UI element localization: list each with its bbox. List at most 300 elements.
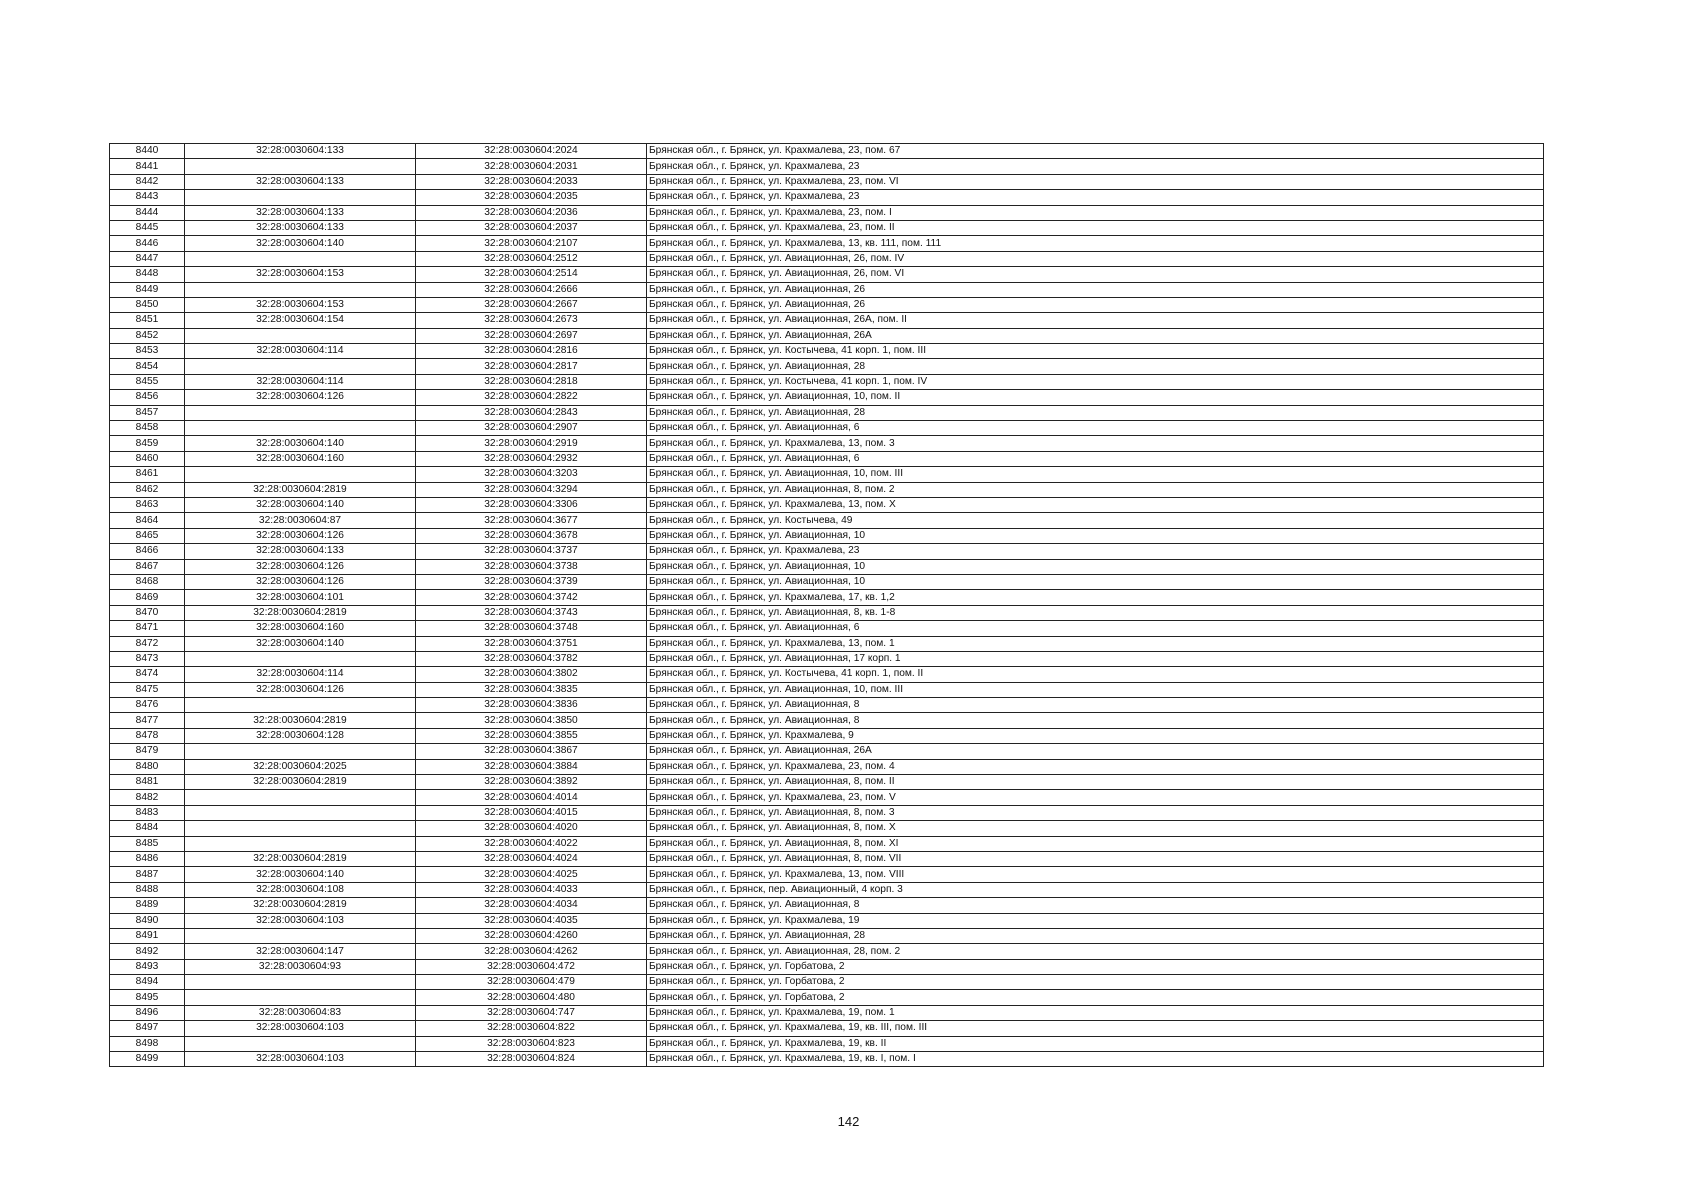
table-row <box>110 975 1544 990</box>
table-row <box>110 344 1544 359</box>
address-cell: Брянская обл., г. Брянск, ул. Авиационная, 8, пом. XI <box>647 836 1544 851</box>
address-cell: Брянская обл., г. Брянск, ул. Крахмалева, 19, кв. II <box>647 1036 1544 1051</box>
cadastral-number-cell: 32:28:0030604:2673 <box>416 313 647 328</box>
address-cell: Брянская обл., г. Брянск, ул. Костычева, 41 корп. 1, пом. III <box>647 344 1544 359</box>
parent-cadastral-number-cell <box>185 836 416 851</box>
row-number-cell: 8485 <box>110 836 185 851</box>
cadastral-number-cell: 32:28:0030604:2822 <box>416 390 647 405</box>
row-number-cell: 8472 <box>110 636 185 651</box>
cadastral-number-cell: 32:28:0030604:2512 <box>416 251 647 266</box>
address-cell: Брянская обл., г. Брянск, ул. Горбатова, 2 <box>647 975 1544 990</box>
row-number-cell: 8470 <box>110 605 185 620</box>
cadastral-number-cell: 32:28:0030604:2907 <box>416 421 647 436</box>
table-row <box>110 267 1544 282</box>
table-row <box>110 913 1544 928</box>
cadastral-number-cell: 32:28:0030604:822 <box>416 1021 647 1036</box>
parent-cadastral-number-cell: 32:28:0030604:126 <box>185 390 416 405</box>
cadastral-number-cell: 32:28:0030604:2932 <box>416 451 647 466</box>
parent-cadastral-number-cell: 32:28:0030604:154 <box>185 313 416 328</box>
address-cell: Брянская обл., г. Брянск, ул. Крахмалева, 23, пом. II <box>647 220 1544 235</box>
row-number-cell: 8454 <box>110 359 185 374</box>
parent-cadastral-number-cell <box>185 282 416 297</box>
cadastral-number-cell: 32:28:0030604:2697 <box>416 328 647 343</box>
table-row <box>110 159 1544 174</box>
cadastral-number-cell: 32:28:0030604:4034 <box>416 898 647 913</box>
parent-cadastral-number-cell: 32:28:0030604:140 <box>185 867 416 882</box>
row-number-cell: 8448 <box>110 267 185 282</box>
cadastral-number-cell: 32:28:0030604:2514 <box>416 267 647 282</box>
cadastral-number-cell: 32:28:0030604:479 <box>416 975 647 990</box>
row-number-cell: 8483 <box>110 805 185 820</box>
row-number-cell: 8499 <box>110 1052 185 1067</box>
address-cell: Брянская обл., г. Брянск, ул. Крахмалева, 19, пом. 1 <box>647 1005 1544 1020</box>
address-cell: Брянская обл., г. Брянск, ул. Авиационная, 26А <box>647 744 1544 759</box>
table-row <box>110 174 1544 189</box>
row-number-cell: 8461 <box>110 467 185 482</box>
cadastral-number-cell: 32:28:0030604:3867 <box>416 744 647 759</box>
row-number-cell: 8480 <box>110 759 185 774</box>
cadastral-number-cell: 32:28:0030604:3203 <box>416 467 647 482</box>
row-number-cell: 8477 <box>110 713 185 728</box>
address-cell: Брянская обл., г. Брянск, ул. Горбатова, 2 <box>647 959 1544 974</box>
parent-cadastral-number-cell: 32:28:0030604:87 <box>185 513 416 528</box>
address-cell: Брянская обл., г. Брянск, ул. Авиационная, 26, пом. VI <box>647 267 1544 282</box>
address-cell: Брянская обл., г. Брянск, ул. Авиационная, 8, пом. 2 <box>647 482 1544 497</box>
parent-cadastral-number-cell: 32:28:0030604:126 <box>185 559 416 574</box>
parent-cadastral-number-cell <box>185 790 416 805</box>
parent-cadastral-number-cell: 32:28:0030604:2819 <box>185 775 416 790</box>
parent-cadastral-number-cell: 32:28:0030604:103 <box>185 913 416 928</box>
row-number-cell: 8473 <box>110 651 185 666</box>
row-number-cell: 8455 <box>110 374 185 389</box>
cadastral-number-cell: 32:28:0030604:2037 <box>416 220 647 235</box>
address-cell: Брянская обл., г. Брянск, ул. Костычева, 49 <box>647 513 1544 528</box>
registry-table-body <box>110 144 1544 1067</box>
cadastral-number-cell: 32:28:0030604:3782 <box>416 651 647 666</box>
row-number-cell: 8497 <box>110 1021 185 1036</box>
cadastral-number-cell: 32:28:0030604:3835 <box>416 682 647 697</box>
parent-cadastral-number-cell: 32:28:0030604:140 <box>185 236 416 251</box>
address-cell: Брянская обл., г. Брянск, ул. Костычева, 41 корп. 1, пом. II <box>647 667 1544 682</box>
row-number-cell: 8479 <box>110 744 185 759</box>
cadastral-number-cell: 32:28:0030604:4035 <box>416 913 647 928</box>
address-cell: Брянская обл., г. Брянск, ул. Авиационная, 10, пом. II <box>647 390 1544 405</box>
cadastral-number-cell: 32:28:0030604:3738 <box>416 559 647 574</box>
parent-cadastral-number-cell: 32:28:0030604:160 <box>185 451 416 466</box>
table-row <box>110 451 1544 466</box>
parent-cadastral-number-cell: 32:28:0030604:114 <box>185 667 416 682</box>
address-cell: Брянская обл., г. Брянск, ул. Авиационная, 28 <box>647 405 1544 420</box>
table-row <box>110 405 1544 420</box>
row-number-cell: 8488 <box>110 882 185 897</box>
address-cell: Брянская обл., г. Брянск, ул. Авиационная, 8, пом. VII <box>647 851 1544 866</box>
address-cell: Брянская обл., г. Брянск, ул. Авиационная, 8 <box>647 698 1544 713</box>
cadastral-number-cell: 32:28:0030604:823 <box>416 1036 647 1051</box>
cadastral-number-cell: 32:28:0030604:4020 <box>416 821 647 836</box>
cadastral-number-cell: 32:28:0030604:2036 <box>416 205 647 220</box>
cadastral-number-cell: 32:28:0030604:2817 <box>416 359 647 374</box>
table-row <box>110 790 1544 805</box>
row-number-cell: 8474 <box>110 667 185 682</box>
address-cell: Брянская обл., г. Брянск, пер. Авиационный, 4 корп. 3 <box>647 882 1544 897</box>
row-number-cell: 8459 <box>110 436 185 451</box>
table-row <box>110 190 1544 205</box>
row-number-cell: 8445 <box>110 220 185 235</box>
parent-cadastral-number-cell: 32:28:0030604:2819 <box>185 851 416 866</box>
row-number-cell: 8444 <box>110 205 185 220</box>
row-number-cell: 8458 <box>110 421 185 436</box>
address-cell: Брянская обл., г. Брянск, ул. Крахмалева, 23 <box>647 544 1544 559</box>
address-cell: Брянская обл., г. Брянск, ул. Крахмалева, 23, пом. I <box>647 205 1544 220</box>
parent-cadastral-number-cell: 32:28:0030604:133 <box>185 205 416 220</box>
table-row <box>110 959 1544 974</box>
table-row <box>110 805 1544 820</box>
row-number-cell: 8468 <box>110 574 185 589</box>
table-row <box>110 898 1544 913</box>
parent-cadastral-number-cell: 32:28:0030604:2819 <box>185 898 416 913</box>
address-cell: Брянская обл., г. Брянск, ул. Авиационная, 8, пом. X <box>647 821 1544 836</box>
row-number-cell: 8446 <box>110 236 185 251</box>
parent-cadastral-number-cell: 32:28:0030604:140 <box>185 436 416 451</box>
parent-cadastral-number-cell: 32:28:0030604:126 <box>185 682 416 697</box>
address-cell: Брянская обл., г. Брянск, ул. Авиационная, 8, пом. II <box>647 775 1544 790</box>
parent-cadastral-number-cell: 32:28:0030604:103 <box>185 1052 416 1067</box>
cadastral-number-cell: 32:28:0030604:824 <box>416 1052 647 1067</box>
cadastral-number-cell: 32:28:0030604:747 <box>416 1005 647 1020</box>
row-number-cell: 8498 <box>110 1036 185 1051</box>
cadastral-number-cell: 32:28:0030604:4015 <box>416 805 647 820</box>
address-cell: Брянская обл., г. Брянск, ул. Авиационная, 26, пом. IV <box>647 251 1544 266</box>
address-cell: Брянская обл., г. Брянск, ул. Горбатова, 2 <box>647 990 1544 1005</box>
parent-cadastral-number-cell: 32:28:0030604:133 <box>185 174 416 189</box>
row-number-cell: 8467 <box>110 559 185 574</box>
row-number-cell: 8451 <box>110 313 185 328</box>
parent-cadastral-number-cell: 32:28:0030604:153 <box>185 267 416 282</box>
row-number-cell: 8496 <box>110 1005 185 1020</box>
table-row <box>110 651 1544 666</box>
parent-cadastral-number-cell <box>185 467 416 482</box>
table-row <box>110 728 1544 743</box>
address-cell: Брянская обл., г. Брянск, ул. Крахмалева, 23, пом. VI <box>647 174 1544 189</box>
address-cell: Брянская обл., г. Брянск, ул. Костычева, 41 корп. 1, пом. IV <box>647 374 1544 389</box>
cadastral-number-cell: 32:28:0030604:2667 <box>416 297 647 312</box>
page-number: 142 <box>837 1114 860 1129</box>
cadastral-number-cell: 32:28:0030604:3748 <box>416 621 647 636</box>
cadastral-number-cell: 32:28:0030604:2818 <box>416 374 647 389</box>
address-cell: Брянская обл., г. Брянск, ул. Крахмалева, 13, пом. VIII <box>647 867 1544 882</box>
table-row <box>110 390 1544 405</box>
cadastral-number-cell: 32:28:0030604:2843 <box>416 405 647 420</box>
parent-cadastral-number-cell: 32:28:0030604:93 <box>185 959 416 974</box>
row-number-cell: 8482 <box>110 790 185 805</box>
row-number-cell: 8481 <box>110 775 185 790</box>
table-row <box>110 1021 1544 1036</box>
row-number-cell: 8464 <box>110 513 185 528</box>
cadastral-number-cell: 32:28:0030604:3306 <box>416 497 647 512</box>
row-number-cell: 8476 <box>110 698 185 713</box>
address-cell: Брянская обл., г. Брянск, ул. Авиационная, 6 <box>647 451 1544 466</box>
parent-cadastral-number-cell: 32:28:0030604:114 <box>185 344 416 359</box>
table-row <box>110 359 1544 374</box>
table-row <box>110 282 1544 297</box>
address-cell: Брянская обл., г. Брянск, ул. Авиационная, 8 <box>647 713 1544 728</box>
row-number-cell: 8465 <box>110 528 185 543</box>
row-number-cell: 8494 <box>110 975 185 990</box>
row-number-cell: 8442 <box>110 174 185 189</box>
cadastral-number-cell: 32:28:0030604:480 <box>416 990 647 1005</box>
parent-cadastral-number-cell <box>185 359 416 374</box>
table-row <box>110 436 1544 451</box>
cadastral-number-cell: 32:28:0030604:4033 <box>416 882 647 897</box>
parent-cadastral-number-cell: 32:28:0030604:133 <box>185 544 416 559</box>
parent-cadastral-number-cell <box>185 251 416 266</box>
parent-cadastral-number-cell <box>185 698 416 713</box>
address-cell: Брянская обл., г. Брянск, ул. Крахмалева, 9 <box>647 728 1544 743</box>
cadastral-number-cell: 32:28:0030604:3739 <box>416 574 647 589</box>
parent-cadastral-number-cell: 32:28:0030604:128 <box>185 728 416 743</box>
cadastral-number-cell: 32:28:0030604:4022 <box>416 836 647 851</box>
cadastral-number-cell: 32:28:0030604:3836 <box>416 698 647 713</box>
table-row <box>110 682 1544 697</box>
table-row <box>110 205 1544 220</box>
parent-cadastral-number-cell: 32:28:0030604:114 <box>185 374 416 389</box>
cadastral-number-cell: 32:28:0030604:4025 <box>416 867 647 882</box>
cadastral-number-cell: 32:28:0030604:2024 <box>416 144 647 159</box>
table-row <box>110 944 1544 959</box>
parent-cadastral-number-cell: 32:28:0030604:153 <box>185 297 416 312</box>
cadastral-number-cell: 32:28:0030604:4014 <box>416 790 647 805</box>
address-cell: Брянская обл., г. Брянск, ул. Крахмалева, 13, пом. 1 <box>647 636 1544 651</box>
table-row <box>110 559 1544 574</box>
cadastral-number-cell: 32:28:0030604:4260 <box>416 928 647 943</box>
row-number-cell: 8452 <box>110 328 185 343</box>
address-cell: Брянская обл., г. Брянск, ул. Авиационная, 10 <box>647 528 1544 543</box>
address-cell: Брянская обл., г. Брянск, ул. Крахмалева, 17, кв. 1,2 <box>647 590 1544 605</box>
row-number-cell: 8466 <box>110 544 185 559</box>
parent-cadastral-number-cell: 32:28:0030604:2819 <box>185 482 416 497</box>
table-row <box>110 574 1544 589</box>
parent-cadastral-number-cell: 32:28:0030604:126 <box>185 574 416 589</box>
table-row <box>110 928 1544 943</box>
table-row <box>110 590 1544 605</box>
parent-cadastral-number-cell: 32:28:0030604:2819 <box>185 605 416 620</box>
table-row <box>110 821 1544 836</box>
row-number-cell: 8491 <box>110 928 185 943</box>
table-row <box>110 374 1544 389</box>
parent-cadastral-number-cell: 32:28:0030604:101 <box>185 590 416 605</box>
parent-cadastral-number-cell <box>185 821 416 836</box>
row-number-cell: 8469 <box>110 590 185 605</box>
parent-cadastral-number-cell <box>185 421 416 436</box>
parent-cadastral-number-cell: 32:28:0030604:160 <box>185 621 416 636</box>
row-number-cell: 8487 <box>110 867 185 882</box>
table-row <box>110 544 1544 559</box>
cadastral-number-cell: 32:28:0030604:3850 <box>416 713 647 728</box>
address-cell: Брянская обл., г. Брянск, ул. Крахмалева, 19, кв. III, пом. III <box>647 1021 1544 1036</box>
row-number-cell: 8492 <box>110 944 185 959</box>
cadastral-number-cell: 32:28:0030604:472 <box>416 959 647 974</box>
address-cell: Брянская обл., г. Брянск, ул. Авиационная, 8 <box>647 898 1544 913</box>
table-row <box>110 698 1544 713</box>
row-number-cell: 8449 <box>110 282 185 297</box>
address-cell: Брянская обл., г. Брянск, ул. Авиационная, 28 <box>647 928 1544 943</box>
table-row <box>110 497 1544 512</box>
row-number-cell: 8457 <box>110 405 185 420</box>
table-row <box>110 467 1544 482</box>
row-number-cell: 8453 <box>110 344 185 359</box>
parent-cadastral-number-cell: 32:28:0030604:103 <box>185 1021 416 1036</box>
address-cell: Брянская обл., г. Брянск, ул. Крахмалева, 23, пом. 4 <box>647 759 1544 774</box>
table-row <box>110 328 1544 343</box>
row-number-cell: 8475 <box>110 682 185 697</box>
address-cell: Брянская обл., г. Брянск, ул. Крахмалева, 13, пом. X <box>647 497 1544 512</box>
address-cell: Брянская обл., г. Брянск, ул. Крахмалева, 23, пом. 67 <box>647 144 1544 159</box>
table-row <box>110 482 1544 497</box>
cadastral-number-cell: 32:28:0030604:2033 <box>416 174 647 189</box>
cadastral-number-cell: 32:28:0030604:4024 <box>416 851 647 866</box>
cadastral-number-cell: 32:28:0030604:2816 <box>416 344 647 359</box>
parent-cadastral-number-cell <box>185 990 416 1005</box>
row-number-cell: 8486 <box>110 851 185 866</box>
parent-cadastral-number-cell: 32:28:0030604:133 <box>185 220 416 235</box>
cadastral-number-cell: 32:28:0030604:2035 <box>416 190 647 205</box>
table-row <box>110 867 1544 882</box>
address-cell: Брянская обл., г. Брянск, ул. Авиационная, 6 <box>647 621 1544 636</box>
table-row <box>110 713 1544 728</box>
parent-cadastral-number-cell: 32:28:0030604:2819 <box>185 713 416 728</box>
address-cell: Брянская обл., г. Брянск, ул. Крахмалева, 23 <box>647 159 1544 174</box>
row-number-cell: 8441 <box>110 159 185 174</box>
parent-cadastral-number-cell: 32:28:0030604:140 <box>185 497 416 512</box>
row-number-cell: 8484 <box>110 821 185 836</box>
address-cell: Брянская обл., г. Брянск, ул. Крахмалева, 19 <box>647 913 1544 928</box>
table-row <box>110 667 1544 682</box>
registry-table <box>109 143 1544 1067</box>
parent-cadastral-number-cell: 32:28:0030604:147 <box>185 944 416 959</box>
row-number-cell: 8450 <box>110 297 185 312</box>
table-row <box>110 220 1544 235</box>
address-cell: Брянская обл., г. Брянск, ул. Авиационная, 28 <box>647 359 1544 374</box>
address-cell: Брянская обл., г. Брянск, ул. Крахмалева, 13, кв. 111, пом. 111 <box>647 236 1544 251</box>
table-row <box>110 621 1544 636</box>
address-cell: Брянская обл., г. Брянск, ул. Авиационная, 28, пом. 2 <box>647 944 1544 959</box>
cadastral-number-cell: 32:28:0030604:3677 <box>416 513 647 528</box>
table-row <box>110 759 1544 774</box>
parent-cadastral-number-cell: 32:28:0030604:140 <box>185 636 416 651</box>
table-row <box>110 605 1544 620</box>
table-row <box>110 836 1544 851</box>
parent-cadastral-number-cell: 32:28:0030604:126 <box>185 528 416 543</box>
table-row <box>110 851 1544 866</box>
table-row <box>110 744 1544 759</box>
cadastral-number-cell: 32:28:0030604:3742 <box>416 590 647 605</box>
row-number-cell: 8463 <box>110 497 185 512</box>
parent-cadastral-number-cell <box>185 928 416 943</box>
address-cell: Брянская обл., г. Брянск, ул. Крахмалева, 13, пом. 3 <box>647 436 1544 451</box>
address-cell: Брянская обл., г. Брянск, ул. Авиационная, 26А <box>647 328 1544 343</box>
table-row <box>110 1052 1544 1067</box>
address-cell: Брянская обл., г. Брянск, ул. Авиационная, 10 <box>647 559 1544 574</box>
address-cell: Брянская обл., г. Брянск, ул. Авиационная, 26А, пом. II <box>647 313 1544 328</box>
cadastral-number-cell: 32:28:0030604:2666 <box>416 282 647 297</box>
address-cell: Брянская обл., г. Брянск, ул. Крахмалева, 23 <box>647 190 1544 205</box>
row-number-cell: 8460 <box>110 451 185 466</box>
cadastral-number-cell: 32:28:0030604:3678 <box>416 528 647 543</box>
table-row <box>110 882 1544 897</box>
row-number-cell: 8443 <box>110 190 185 205</box>
parent-cadastral-number-cell: 32:28:0030604:2025 <box>185 759 416 774</box>
row-number-cell: 8493 <box>110 959 185 974</box>
parent-cadastral-number-cell: 32:28:0030604:108 <box>185 882 416 897</box>
address-cell: Брянская обл., г. Брянск, ул. Крахмалева, 19, кв. I, пом. I <box>647 1052 1544 1067</box>
row-number-cell: 8478 <box>110 728 185 743</box>
address-cell: Брянская обл., г. Брянск, ул. Авиационная, 17 корп. 1 <box>647 651 1544 666</box>
cadastral-number-cell: 32:28:0030604:3751 <box>416 636 647 651</box>
table-row <box>110 421 1544 436</box>
table-row <box>110 990 1544 1005</box>
row-number-cell: 8489 <box>110 898 185 913</box>
cadastral-number-cell: 32:28:0030604:3884 <box>416 759 647 774</box>
address-cell: Брянская обл., г. Брянск, ул. Авиационная, 6 <box>647 421 1544 436</box>
cadastral-number-cell: 32:28:0030604:3294 <box>416 482 647 497</box>
parent-cadastral-number-cell <box>185 1036 416 1051</box>
row-number-cell: 8490 <box>110 913 185 928</box>
table-row <box>110 297 1544 312</box>
parent-cadastral-number-cell <box>185 159 416 174</box>
cadastral-number-cell: 32:28:0030604:3892 <box>416 775 647 790</box>
table-row <box>110 1005 1544 1020</box>
row-number-cell: 8447 <box>110 251 185 266</box>
cadastral-number-cell: 32:28:0030604:3855 <box>416 728 647 743</box>
address-cell: Брянская обл., г. Брянск, ул. Авиационная, 26 <box>647 297 1544 312</box>
parent-cadastral-number-cell <box>185 975 416 990</box>
row-number-cell: 8495 <box>110 990 185 1005</box>
cadastral-number-cell: 32:28:0030604:3743 <box>416 605 647 620</box>
address-cell: Брянская обл., г. Брянск, ул. Авиационная, 8, кв. 1-8 <box>647 605 1544 620</box>
parent-cadastral-number-cell <box>185 405 416 420</box>
parent-cadastral-number-cell <box>185 190 416 205</box>
table-row <box>110 528 1544 543</box>
parent-cadastral-number-cell <box>185 744 416 759</box>
row-number-cell: 8456 <box>110 390 185 405</box>
cadastral-number-cell: 32:28:0030604:2031 <box>416 159 647 174</box>
row-number-cell: 8471 <box>110 621 185 636</box>
table-row <box>110 775 1544 790</box>
table-row <box>110 513 1544 528</box>
table-row <box>110 144 1544 159</box>
address-cell: Брянская обл., г. Брянск, ул. Авиационная, 8, пом. 3 <box>647 805 1544 820</box>
address-cell: Брянская обл., г. Брянск, ул. Крахмалева, 23, пом. V <box>647 790 1544 805</box>
table-row <box>110 313 1544 328</box>
table-row <box>110 236 1544 251</box>
address-cell: Брянская обл., г. Брянск, ул. Авиационная, 10 <box>647 574 1544 589</box>
table-row <box>110 636 1544 651</box>
cadastral-number-cell: 32:28:0030604:2919 <box>416 436 647 451</box>
table-row <box>110 1036 1544 1051</box>
row-number-cell: 8462 <box>110 482 185 497</box>
address-cell: Брянская обл., г. Брянск, ул. Авиационная, 10, пом. III <box>647 467 1544 482</box>
parent-cadastral-number-cell <box>185 328 416 343</box>
cadastral-number-cell: 32:28:0030604:4262 <box>416 944 647 959</box>
parent-cadastral-number-cell: 32:28:0030604:133 <box>185 144 416 159</box>
cadastral-number-cell: 32:28:0030604:2107 <box>416 236 647 251</box>
cadastral-number-cell: 32:28:0030604:3802 <box>416 667 647 682</box>
parent-cadastral-number-cell <box>185 805 416 820</box>
row-number-cell: 8440 <box>110 144 185 159</box>
parent-cadastral-number-cell <box>185 651 416 666</box>
parent-cadastral-number-cell: 32:28:0030604:83 <box>185 1005 416 1020</box>
address-cell: Брянская обл., г. Брянск, ул. Авиационная, 10, пом. III <box>647 682 1544 697</box>
